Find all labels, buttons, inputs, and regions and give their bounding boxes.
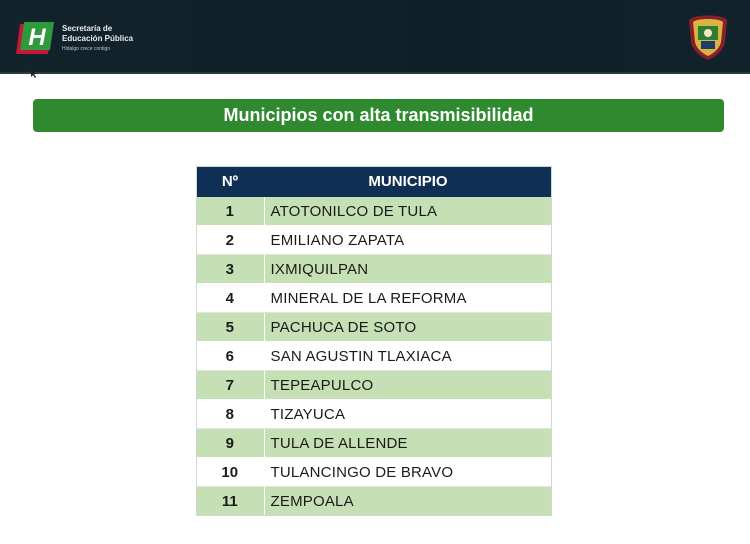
table-row bbox=[196, 487, 552, 516]
table-row bbox=[196, 284, 552, 313]
row-municipality: TULANCINGO DE BRAVO bbox=[264, 458, 552, 487]
row-number: 4 bbox=[196, 284, 264, 313]
row-municipality: ATOTONILCO DE TULA bbox=[264, 197, 552, 226]
organization-name bbox=[62, 24, 133, 52]
svg-text:H: H bbox=[28, 24, 46, 51]
row-municipality: IXMIQUILPAN bbox=[264, 255, 552, 284]
mouse-cursor-icon bbox=[31, 70, 37, 78]
table-row bbox=[196, 429, 552, 458]
org-line1: Secretaría de bbox=[62, 24, 113, 33]
header-number: Nº bbox=[196, 166, 264, 197]
org-line2: Educación Pública bbox=[62, 34, 134, 43]
row-number: 9 bbox=[196, 429, 264, 458]
row-municipality: TIZAYUCA bbox=[264, 400, 552, 429]
row-municipality: TEPEAPULCO bbox=[264, 371, 552, 400]
org-slogan: Hidalgo crece contigo bbox=[62, 46, 111, 52]
table-row bbox=[196, 371, 552, 400]
row-number: 10 bbox=[196, 458, 264, 487]
row-number: 7 bbox=[196, 371, 264, 400]
row-number: 1 bbox=[196, 197, 264, 226]
row-number: 11 bbox=[196, 487, 264, 516]
table-row bbox=[196, 255, 552, 284]
h-logo-icon bbox=[16, 20, 54, 58]
row-municipality: TULA DE ALLENDE bbox=[264, 429, 552, 458]
table-row bbox=[196, 197, 552, 226]
row-number: 3 bbox=[196, 255, 264, 284]
table-row bbox=[196, 226, 552, 255]
table-row bbox=[196, 342, 552, 371]
header-municipality: MUNICIPIO bbox=[264, 166, 552, 197]
header-bar bbox=[0, 0, 750, 74]
state-crest-icon bbox=[683, 12, 733, 62]
banner-title: Municipios con alta transmisibilidad bbox=[33, 99, 724, 132]
municipalities-table bbox=[196, 166, 552, 515]
table-row bbox=[196, 458, 552, 487]
row-municipality: EMILIANO ZAPATA bbox=[264, 226, 552, 255]
row-number: 5 bbox=[196, 313, 264, 342]
row-municipality: ZEMPOALA bbox=[264, 487, 552, 516]
row-number: 8 bbox=[196, 400, 264, 429]
row-number: 6 bbox=[196, 342, 264, 371]
row-municipality: PACHUCA DE SOTO bbox=[264, 313, 552, 342]
table-header-row bbox=[196, 166, 552, 197]
row-municipality: SAN AGUSTIN TLAXIACA bbox=[264, 342, 552, 371]
table-row bbox=[196, 400, 552, 429]
row-number: 2 bbox=[196, 226, 264, 255]
row-municipality: MINERAL DE LA REFORMA bbox=[264, 284, 552, 313]
table-row bbox=[196, 313, 552, 342]
